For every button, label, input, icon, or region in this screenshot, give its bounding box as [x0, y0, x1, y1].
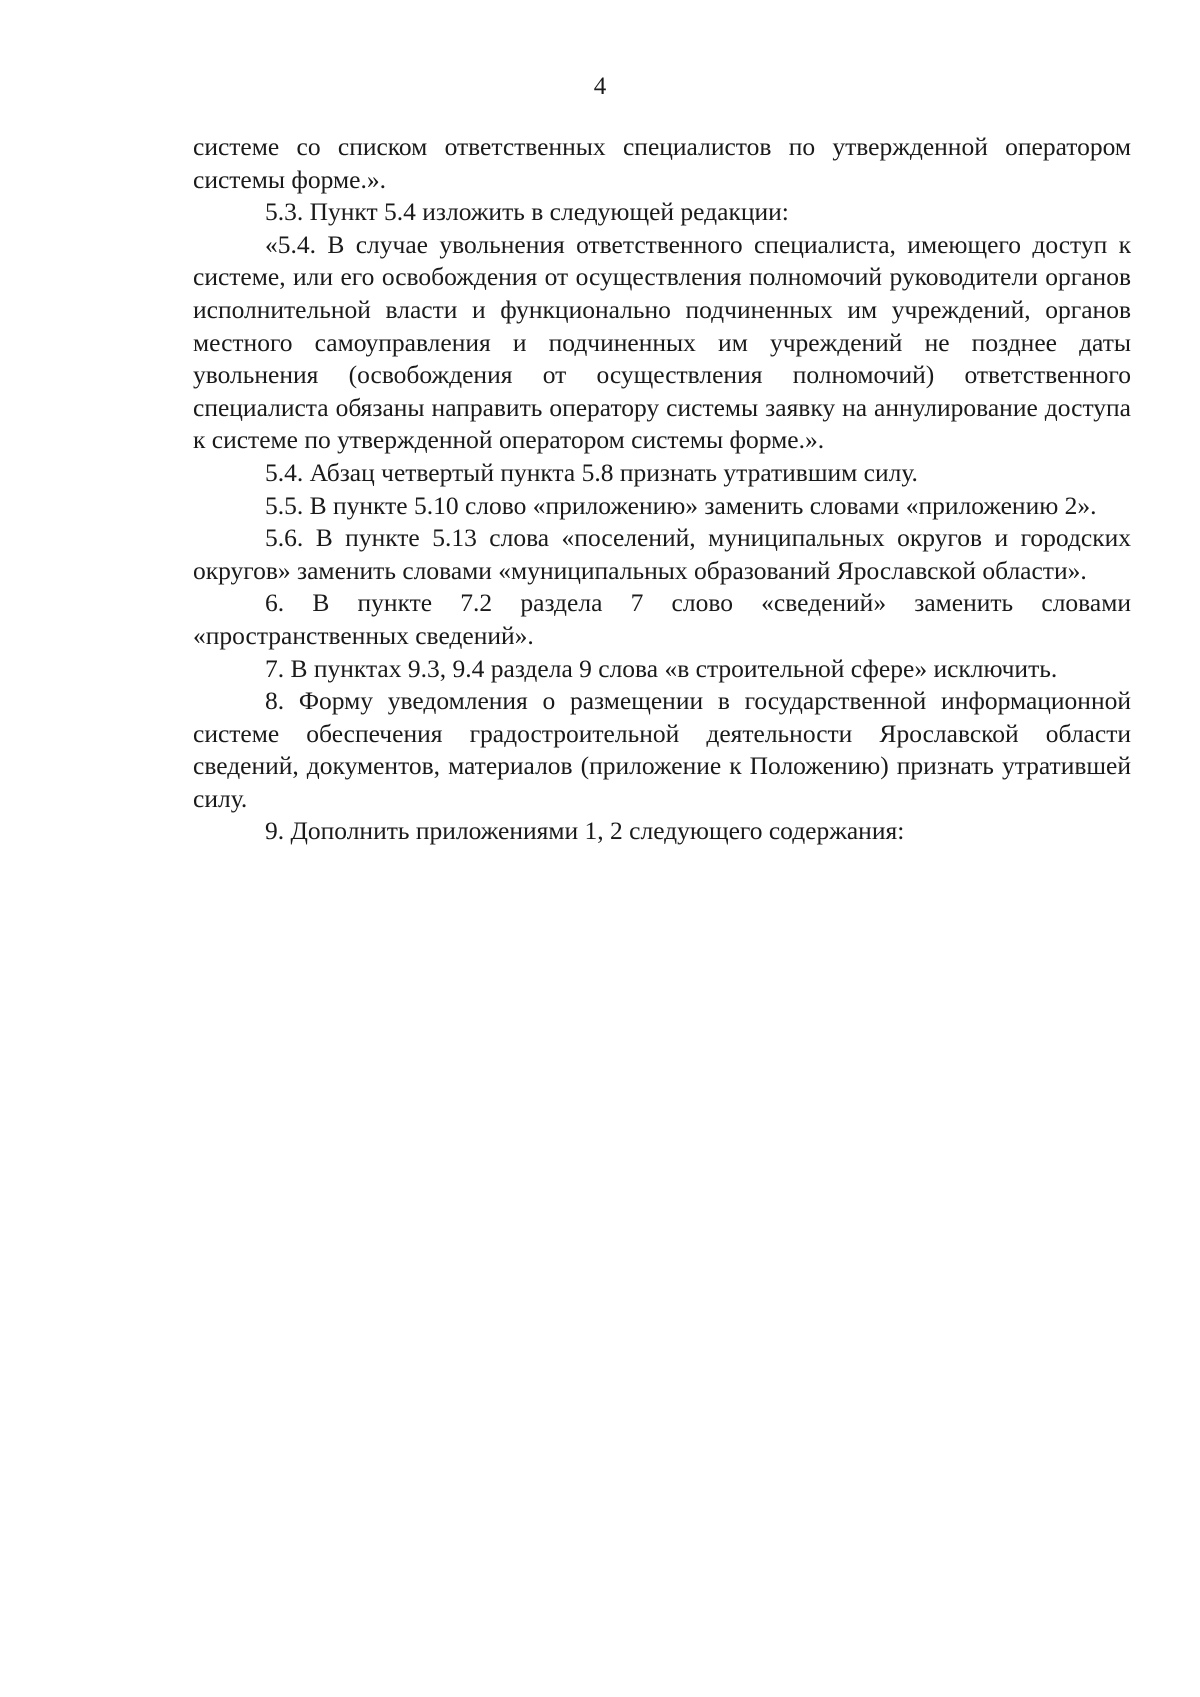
paragraph-continuation: системе со списком ответственных специалистов по утвержденной оператором системы форме.». — [193, 132, 1131, 194]
paragraph-6: 6. В пункте 7.2 раздела 7 слово «сведений» заменить словами «пространственных сведений». — [193, 588, 1131, 650]
paragraph-5-6: 5.6. В пункте 5.13 слова «поселений, муниципальных округов и городских округов» заменить словами «муниципальных образований Ярославской области». — [193, 523, 1131, 585]
paragraph-5-4: 5.4. Абзац четвертый пункта 5.8 признать утратившим силу. — [265, 457, 918, 487]
paragraph-9: 9. Дополнить приложениями 1, 2 следующего содержания: — [265, 816, 905, 846]
paragraph-quoted-5-4: «5.4. В случае увольнения ответственного специалиста, имеющего доступ к системе, или его освобождения от осуществления полномочий руководители органов исполнительной власти и функционально подчиненных им учреждений, органов местного самоуправления и подчиненных им учреждений не позднее даты увольнения (освобождения от осуществления полномочий) ответственного специалиста обязаны направить оператору системы заявку на аннулирование доступа к системе по утвержденной оператором системы форме.». — [193, 229, 1131, 455]
document-body — [193, 131, 1131, 848]
page-number: 4 — [593, 73, 607, 100]
paragraph-8: 8. Форму уведомления о размещении в государственной информационной системе обеспечения градостроительной деятельности Ярославской области сведений, документов, материалов (приложение к Положению) признать утратившей силу. — [193, 686, 1131, 813]
paragraph-5-3: 5.3. Пункт 5.4 изложить в следующей редакции: — [265, 197, 789, 227]
paragraph-7: 7. В пунктах 9.3, 9.4 раздела 9 слова «в строительной сфере» исключить. — [265, 653, 1058, 683]
paragraph-5-5: 5.5. В пункте 5.10 слово «приложению» заменить словами «приложению 2». — [265, 490, 1097, 520]
